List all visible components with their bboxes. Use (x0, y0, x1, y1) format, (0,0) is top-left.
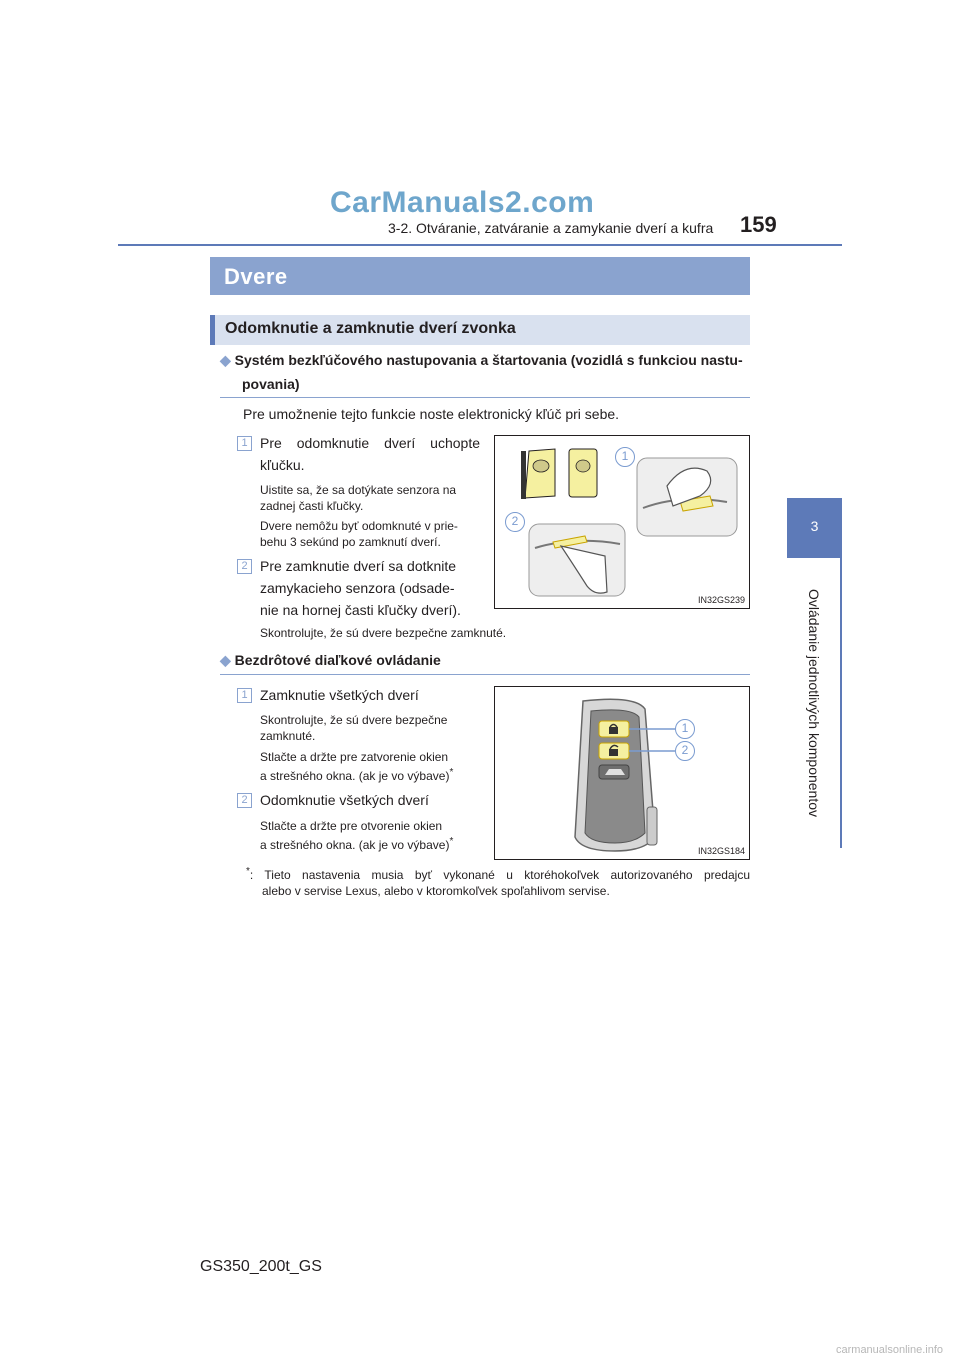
watermark-logo-bottom: carmanualsonline.info (836, 1344, 944, 1356)
footnote (246, 864, 750, 899)
note-line: zamknuté. (260, 729, 316, 743)
step2-note: Skontrolujte, že sú dvere bezpečne zamknuté. (260, 626, 507, 640)
step-badge-1: 1 (237, 436, 252, 451)
topic-title-line: Bezdrôtové diaľkové ovládanie (234, 652, 441, 668)
key-fob-front-icon (521, 449, 555, 499)
trunk-button-icon (599, 765, 629, 779)
note-line: a strešného okna. (ak je vo výbave) (260, 838, 450, 852)
note-line: Skontrolujte, že sú dvere bezpečne (260, 713, 448, 727)
footer-model-code: GS350_200t_GS (200, 1258, 322, 1275)
diamond-bullet-icon: ◆ (220, 352, 231, 368)
note-line: Stlačte a držte pre zatvorenie okien (260, 750, 449, 764)
step-badge-1: 1 (237, 688, 252, 703)
page-number: 159 (740, 212, 777, 237)
unlock-note (260, 818, 480, 853)
step-text-line: kľučku. (260, 457, 305, 473)
key-fob-back-icon (569, 449, 597, 497)
figure-code: IN32GS239 (697, 595, 745, 605)
lock-note-1 (260, 712, 480, 744)
door-handle-figure (494, 435, 750, 609)
header-divider (118, 244, 842, 246)
unlock-button-icon (599, 743, 629, 759)
topic-keyless-entry-title (220, 348, 750, 396)
intro-text: Pre umožnenie tejto funkcie noste elektronický kľúč pri sebe. (243, 406, 620, 422)
footnote-asterisk: * (449, 836, 454, 847)
topic-divider (220, 674, 750, 675)
chapter-tab-number: 3 (810, 518, 819, 534)
topic-divider (220, 397, 750, 398)
step-badge-2: 2 (237, 793, 252, 808)
note-line: behu 3 sekúnd po zamknutí dverí. (260, 535, 441, 549)
chapter-title: 3-2. Otváranie, zatváranie a zamykanie dverí a kufra (388, 220, 714, 236)
step-text-line: nie na hornej časti kľučky dverí). (260, 602, 461, 618)
chapter-tab (787, 498, 842, 558)
footnote-asterisk: * (449, 767, 454, 778)
section-header (210, 257, 750, 295)
lock-all-title: Zamknutie všetkých dverí (260, 687, 419, 703)
note-line: zadnej časti kľučky. (260, 499, 364, 513)
door-handle-grip-icon (637, 458, 737, 536)
note-line: a strešného okna. (ak je vo výbave) (260, 769, 450, 783)
step-text-line: zamykacieho senzora (odsade- (260, 580, 455, 596)
subsection-header (210, 315, 750, 345)
door-handle-lock-sensor-icon (529, 524, 625, 596)
remote-key-figure (494, 686, 750, 860)
note-line: Stlačte a držte pre otvorenie okien (260, 819, 443, 833)
topic-title-line: povania) (242, 376, 300, 392)
callout-1: 1 (675, 719, 695, 739)
step1-note-2 (260, 518, 480, 550)
step-text-line: Pre zamknutie dverí sa dotknite (260, 558, 457, 574)
step1-note-1 (260, 482, 480, 514)
remote-key-illustration (495, 687, 750, 860)
step1-text (260, 432, 480, 476)
figure-code: IN32GS184 (697, 846, 745, 856)
footnote-line: : Tieto nastavenia musia byť vykonané u ktoréhokoľvek autorizovaného predajcu (249, 868, 750, 882)
chapter-tab-rule (840, 558, 842, 848)
lock-note-2 (260, 749, 480, 784)
note-line: Uistite sa, že sa dotýkate senzora na (260, 483, 457, 497)
callout-2: 2 (505, 512, 525, 532)
callout-2: 2 (675, 741, 695, 761)
callout-1: 1 (615, 447, 635, 467)
watermark-logo-top: CarManuals2.com (330, 186, 595, 219)
diamond-bullet-icon: ◆ (220, 652, 231, 668)
topic-title-line: Systém bezkľúčového nastupovania a štartovania (vozidlá s funkciou nastu- (234, 352, 743, 368)
footnote-marker: * (246, 866, 250, 877)
lock-button-icon (599, 721, 629, 737)
step-badge-2: 2 (237, 559, 252, 574)
step-text-line: Pre odomknutie dverí uchopte (260, 435, 480, 451)
topic-remote-title (220, 648, 441, 672)
footnote-line: alebo v servise Lexus, alebo v ktoromkoľvek spoľahlivom servise. (262, 884, 610, 898)
note-line: Dvere nemôžu byť odomknuté v prie- (260, 519, 458, 533)
subsection-title: Odomknutie a zamknutie dverí zvonka (225, 320, 516, 337)
section-title: Dvere (224, 264, 288, 289)
chapter-tab-label: Ovládanie jednotlivých komponentov (806, 588, 822, 818)
unlock-all-title: Odomknutie všetkých dverí (260, 792, 429, 808)
step2-text (260, 555, 482, 621)
